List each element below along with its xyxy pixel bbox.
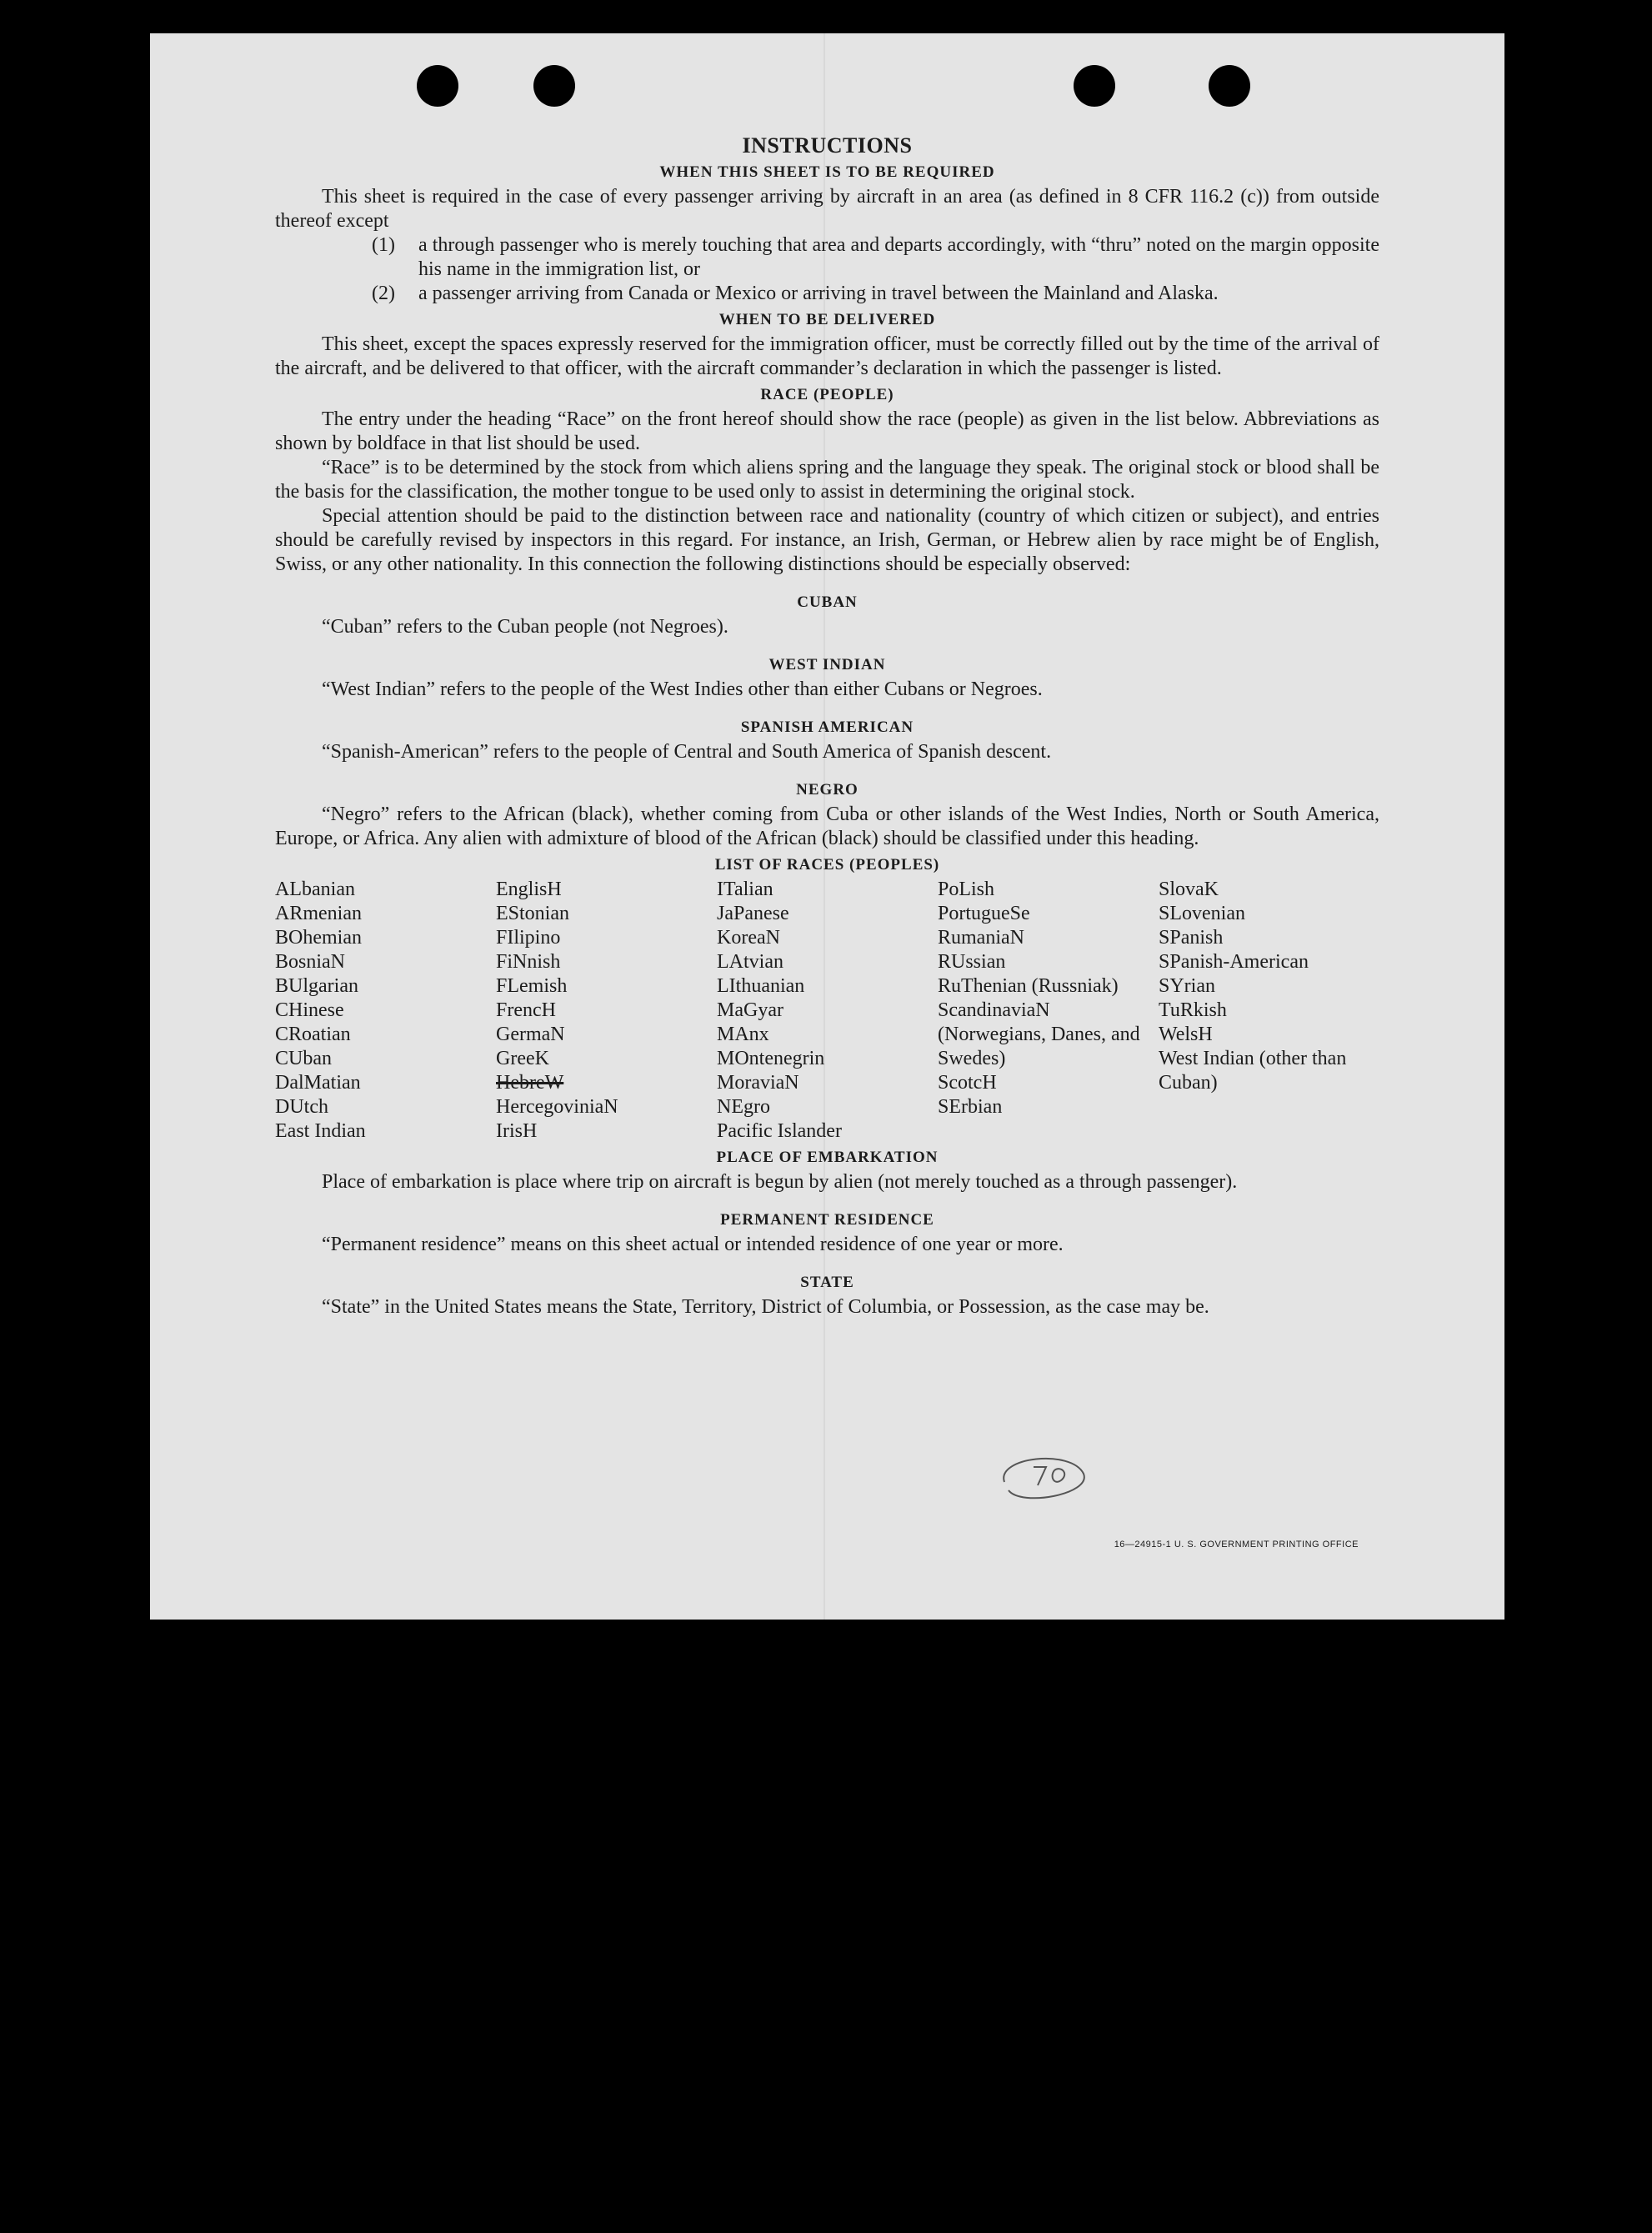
- race-entry: DalMatian: [275, 1072, 361, 1094]
- race-entry: MoraviaN: [717, 1072, 799, 1094]
- race-entry: BosniaN: [275, 951, 345, 973]
- cuban-text: “Cuban” refers to the Cuban people (not Negroes).: [322, 616, 728, 638]
- required-item: [372, 282, 1379, 306]
- race-entry: MOntenegrin: [717, 1048, 825, 1069]
- race-entry: FiNnish: [496, 951, 561, 973]
- race-entry: DUtch: [275, 1096, 328, 1118]
- embarkation-text: Place of embarkation is place where trip on aircraft is begun by alien (not merely touched as a through passenger).: [322, 1171, 1238, 1193]
- races-column-3: [717, 878, 938, 1144]
- printing-office-code: 16—24915-1 U. S. GOVERNMENT PRINTING OFFICE: [1114, 1540, 1359, 1550]
- handwritten-scribble: [988, 1449, 1096, 1507]
- race-entry: GreeK: [496, 1048, 549, 1069]
- race-entry: WelsH: [1159, 1024, 1213, 1045]
- race-entry: HercegoviniaN: [496, 1096, 618, 1118]
- heading-list-of-races: LIST OF RACES (PEOPLES): [714, 856, 940, 874]
- race-paragraph-2: “Race” is to be determined by the stock from which aliens spring and the language they speak. The original stock or blood shall be the basis for the classification, the mother tongue to be used only to assist in determining the original stock.: [275, 457, 1379, 503]
- spanish-american-text: “Spanish-American” refers to the people of Central and South America of Spanish descent.: [322, 741, 1052, 763]
- races-list: [275, 878, 1379, 1144]
- race-entry: SlovaK: [1159, 879, 1219, 900]
- west-indian-text: “West Indian” refers to the people of the West Indies other than either Cubans or Negroes.: [322, 678, 1043, 700]
- race-entry: ITalian: [717, 879, 773, 900]
- item-text: a passenger arriving from Canada or Mexico or arriving in travel between the Mainland and Alaska.: [418, 283, 1219, 304]
- race-entry: JaPanese: [717, 903, 789, 924]
- races-column-5: [1159, 878, 1379, 1144]
- punch-hole-3: [1074, 65, 1115, 107]
- race-entry: GermaN: [496, 1024, 565, 1045]
- race-entry: LIthuanian: [717, 975, 805, 997]
- race-entry: CRoatian: [275, 1024, 351, 1045]
- race-entry: FLemish: [496, 975, 568, 997]
- item-number: (2): [372, 283, 395, 304]
- race-entry: SLovenian: [1159, 903, 1245, 924]
- race-entry: ScandinaviaN (Norwegians, Danes, and Swedes): [938, 999, 1140, 1069]
- race-entry: RumaniaN: [938, 927, 1024, 949]
- race-entry: West Indian (other than Cuban): [1159, 1048, 1347, 1094]
- heading-race: RACE (PEOPLE): [760, 386, 894, 403]
- races-column-1: [275, 878, 496, 1144]
- race-entry: TuRkish: [1159, 999, 1227, 1021]
- state-text: “State” in the United States means the State, Territory, District of Columbia, or Possession, as the case may be.: [322, 1296, 1209, 1318]
- residence-text: “Permanent residence” means on this sheet actual or intended residence of one year or more.: [322, 1234, 1064, 1255]
- instruction-sheet: [150, 33, 1504, 1620]
- race-entry: ARmenian: [275, 903, 362, 924]
- race-entry: FrencH: [496, 999, 556, 1021]
- race-entry: East Indian: [275, 1120, 366, 1142]
- heading-residence: PERMANENT RESIDENCE: [720, 1211, 934, 1229]
- race-entry: ALbanian: [275, 879, 355, 900]
- heading-embarkation: PLACE OF EMBARKATION: [716, 1149, 939, 1166]
- race-entry: CHinese: [275, 999, 344, 1021]
- item-number: (1): [372, 234, 395, 256]
- race-entry: PortugueSe: [938, 903, 1030, 924]
- negro-text: “Negro” refers to the African (black), whether coming from Cuba or other islands of the West Indies, North or South America, Europe, or Africa. Any alien with admixture of blood of the African (black) should be classified under this heading.: [275, 804, 1379, 849]
- race-entry: SPanish: [1159, 927, 1224, 949]
- races-column-4: [938, 878, 1159, 1144]
- required-intro: This sheet is required in the case of every passenger arriving by aircraft in an area (as defined in 8 CFR 116.2 (c)) from outside thereof except: [275, 186, 1379, 232]
- race-entry: ScotcH: [938, 1072, 997, 1094]
- races-column-2: [496, 878, 717, 1144]
- race-entry: EStonian: [496, 903, 569, 924]
- race-entry: NEgro: [717, 1096, 770, 1118]
- fold-crease: [823, 33, 825, 1620]
- race-entry: RUssian: [938, 951, 1006, 973]
- punch-hole-4: [1209, 65, 1250, 107]
- heading-negro: NEGRO: [796, 781, 859, 799]
- heading-delivered: WHEN TO BE DELIVERED: [718, 311, 936, 328]
- heading-spanish-american: SPANISH AMERICAN: [740, 718, 914, 736]
- heading-state: STATE: [800, 1274, 854, 1291]
- heading-cuban: CUBAN: [797, 593, 858, 611]
- required-item: [372, 233, 1379, 282]
- race-entry: BOhemian: [275, 927, 362, 949]
- punch-hole-2: [533, 65, 575, 107]
- race-entry: CUban: [275, 1048, 332, 1069]
- race-entry: SErbian: [938, 1096, 1003, 1118]
- race-entry: EnglisH: [496, 879, 562, 900]
- race-entry: SYrian: [1159, 975, 1215, 997]
- race-entry: IrisH: [496, 1120, 538, 1142]
- race-paragraph-3: Special attention should be paid to the distinction between race and nationality (country of which citizen or subject), and entries should be carefully revised by inspectors in this regard. For instance, an Irish, German, or Hebrew alien by race might be of English, Swiss, or any other nationality. In this connection the following distinctions should be especially observed:: [275, 505, 1379, 575]
- race-entry: PoLish: [938, 879, 995, 900]
- race-paragraph-1: The entry under the heading “Race” on the front hereof should show the race (people) as given in the list below. Abbreviations as shown by boldface in that list should be used.: [275, 408, 1379, 454]
- race-entry-struck: HebreW: [496, 1072, 564, 1094]
- race-entry: SPanish-American: [1159, 951, 1309, 973]
- race-entry: Pacific Islander: [717, 1120, 842, 1142]
- delivered-text: This sheet, except the spaces expressly reserved for the immigration officer, must be correctly filled out by the time of the arrival of the aircraft, and be delivered to that officer, with the aircraft commander’s declaration in which the passenger is listed.: [275, 333, 1379, 379]
- race-entry: MaGyar: [717, 999, 783, 1021]
- race-entry: BUlgarian: [275, 975, 358, 997]
- heading-required: WHEN THIS SHEET IS TO BE REQUIRED: [659, 163, 995, 181]
- heading-west-indian: WEST INDIAN: [768, 656, 886, 673]
- race-entry: KoreaN: [717, 927, 780, 949]
- race-entry: RuThenian (Russniak): [938, 975, 1119, 997]
- race-entry: MAnx: [717, 1024, 769, 1045]
- page-title: INSTRUCTIONS: [742, 133, 913, 158]
- race-entry: LAtvian: [717, 951, 783, 973]
- punch-hole-1: [417, 65, 458, 107]
- race-entry: FIlipino: [496, 927, 561, 949]
- item-text: a through passenger who is merely touching that area and departs accordingly, with “thru” noted on the margin opposite his name in the immigration list, or: [418, 234, 1379, 280]
